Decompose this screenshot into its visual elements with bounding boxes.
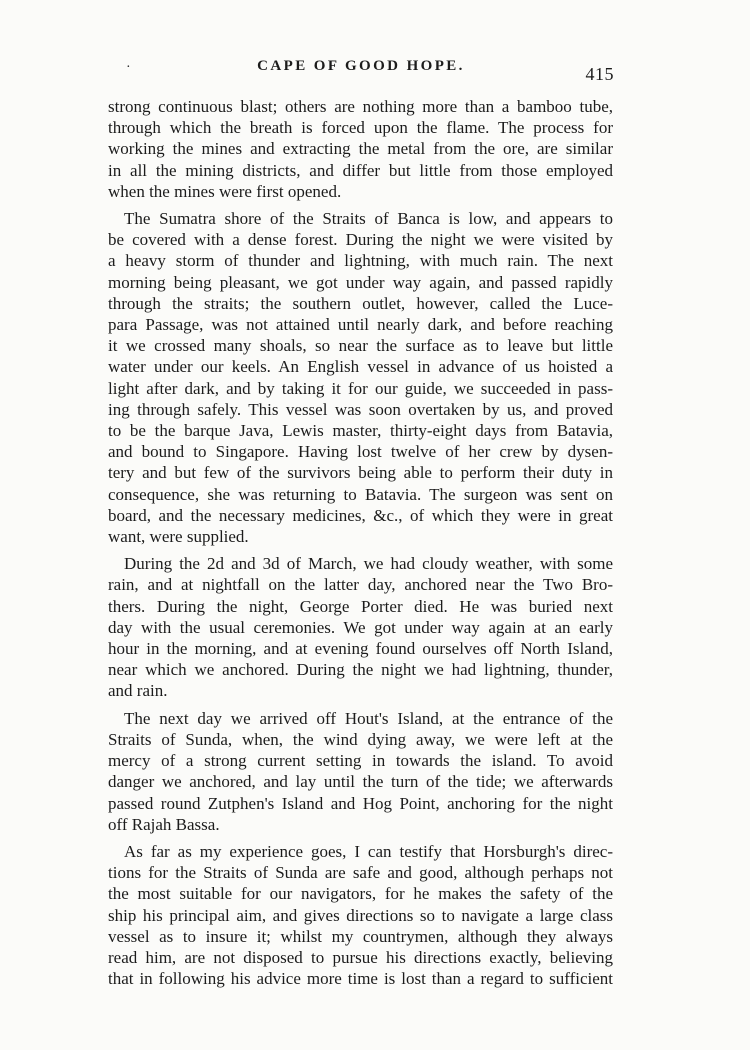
- text-line: near which we anchored. During the night we had lightning, thunder,: [108, 660, 613, 680]
- text-line: and bound to Singapore. Having lost twelve of her crew by dysen-: [108, 442, 613, 462]
- text-line: through which the breath is forced upon the flame. The process for: [108, 118, 613, 138]
- text-line: light after dark, and by taking it for our guide, we succeeded in pass-: [108, 378, 613, 398]
- text-line: para Passage, was not attained until nearly dark, and before reaching: [108, 315, 613, 335]
- text-line: The Sumatra shore of the Straits of Banca is low, and appears to: [124, 209, 613, 229]
- body-text: [108, 96, 613, 995]
- text-line: passed round Zutphen's Island and Hog Point, anchoring for the night: [108, 793, 613, 813]
- text-line: and rain.: [108, 681, 168, 701]
- paragraph: [108, 208, 613, 547]
- text-line: vessel as to insure it; whilst my countrymen, although they always: [108, 926, 613, 946]
- text-line: Straits of Sunda, when, the wind dying away, we were left at the: [108, 729, 613, 749]
- text-line: tions for the Straits of Sunda are safe and good, although perhaps not: [108, 863, 613, 883]
- text-line: consequence, she was returning to Batavia. The surgeon was sent on: [108, 484, 613, 504]
- text-line: ing through safely. This vessel was soon overtaken by us, and proved: [108, 399, 613, 419]
- text-line: morning being pleasant, we got under way again, and passed rapidly: [108, 272, 613, 292]
- text-line: read him, are not disposed to pursue his directions exactly, believing: [108, 947, 613, 967]
- page-number: 415: [585, 64, 614, 84]
- text-line: hour in the morning, and at evening found ourselves off North Island,: [108, 639, 613, 659]
- text-line: to be the barque Java, Lewis master, thirty-eight days from Batavia,: [108, 421, 613, 441]
- text-line: the most suitable for our navigators, for he makes the safety of the: [108, 884, 613, 904]
- text-line: ship his principal aim, and gives directions so to navigate a large class: [108, 905, 613, 925]
- paragraph: [108, 708, 613, 835]
- text-line: As far as my experience goes, I can testify that Horsburgh's direc-: [124, 841, 613, 861]
- text-line: The next day we arrived off Hout's Island, at the entrance of the: [124, 708, 613, 728]
- text-line: danger we anchored, and lay until the turn of the tide; we afterwards: [108, 772, 613, 792]
- text-line: it we crossed many shoals, so near the surface as to leave but little: [108, 336, 613, 356]
- text-line: through the straits; the southern outlet, however, called the Luce-: [108, 293, 613, 313]
- text-line: in all the mining districts, and differ but little from those employed: [108, 160, 613, 180]
- text-line: a heavy storm of thunder and lightning, with much rain. The next: [108, 251, 613, 271]
- text-line: rain, and at nightfall on the latter day, anchored near the Two Bro-: [108, 575, 613, 595]
- text-line: day with the usual ceremonies. We got under way again at an early: [108, 617, 613, 637]
- text-line: water under our keels. An English vessel in advance of us hoisted a: [108, 357, 613, 377]
- text-line: thers. During the night, George Porter died. He was buried next: [108, 596, 613, 616]
- text-line: board, and the necessary medicines, &c., of which they were in great: [108, 505, 613, 525]
- text-line: tery and but few of the survivors being able to perform their duty in: [108, 463, 613, 483]
- header-mark: ·: [126, 60, 131, 75]
- paragraph: [108, 841, 613, 989]
- text-line: strong continuous blast; others are nothing more than a bamboo tube,: [108, 97, 613, 116]
- paragraph: [108, 553, 613, 701]
- text-line: mercy of a strong current setting in towards the island. To avoid: [108, 751, 613, 771]
- running-title: CAPE OF GOOD HOPE.: [257, 58, 465, 74]
- text-line: off Rajah Bassa.: [108, 814, 220, 834]
- text-line: working the mines and extracting the metal from the ore, are similar: [108, 139, 613, 159]
- paragraph: [108, 96, 613, 202]
- text-line: During the 2d and 3d of March, we had cloudy weather, with some: [124, 554, 613, 574]
- text-line: be covered with a dense forest. During the night we were visited by: [108, 230, 613, 250]
- running-header: [108, 54, 614, 84]
- text-line: when the mines were first opened.: [108, 181, 342, 201]
- text-line: want, were supplied.: [108, 527, 249, 547]
- text-line: that in following his advice more time is lost than a regard to sufficient: [108, 969, 613, 989]
